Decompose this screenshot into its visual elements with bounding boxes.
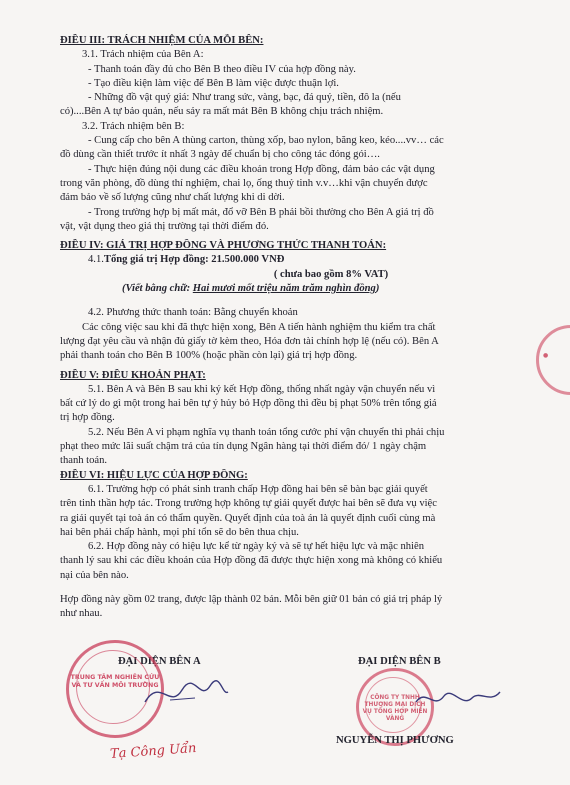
text-line: 5.1. Bên A và Bên B sau khi ký kết Hợp đồng, thống nhất ngày vận chuyển nếu vì <box>88 383 436 395</box>
text-line: - Thanh toán đầy đủ cho Bên B theo điều IV của hợp đồng này. <box>88 63 356 75</box>
article-5-heading: ĐIỀU V: ĐIỀU KHOẢN PHẠT: <box>60 369 206 381</box>
text-line: thanh toán. <box>60 455 108 467</box>
article-3-heading: ĐIỀU III: TRÁCH NHIỆM CỦA MỖI BÊN: <box>60 35 264 46</box>
amount-in-words: (Viết bằng chữ: Hai mươi mốt triệu năm trăm nghìn đồng) <box>122 283 380 295</box>
text-line: đồ dùng cần thiết trước ít nhất 3 ngày để chuẩn bị cho công tác đóng gói…. <box>60 149 380 161</box>
article-4-heading: ĐIỀU IV: GIÁ TRỊ HỢP ĐỒNG VÀ PHƯƠNG THỨC THANH TOÁN: <box>60 240 387 252</box>
text-line: 5.2. Nếu Bên A vi phạm nghĩa vụ thanh toán tổng cước phí vận chuyển thì phải chịu <box>88 426 445 438</box>
closing-line: Hợp đồng này gồm 02 trang, được lập thành 02 bản. Mỗi bên giữ 01 bản có giá trị pháp lý <box>60 593 443 605</box>
party-a-signature <box>140 672 230 712</box>
contract-body <box>60 34 542 622</box>
text-line: 6.2. Hợp đồng này có hiệu lực kể từ ngày ký và sẽ tự hết hiệu lực và mặc nhiên <box>88 541 424 553</box>
text-line: phạt theo mức lãi suất chậm trả của tín dụng Ngân hàng tại thời điểm đó/ 1 ngày chậm <box>60 441 427 453</box>
party-a-name: Tạ Công Uẩn <box>109 741 197 762</box>
text-line: - Thực hiện đúng nội dung các điều khoản trong Hợp đồng, đảm bảo các vật dụng <box>88 163 435 175</box>
text-line: 6.1. Trường hợp có phát sinh tranh chấp Hợp đồng hai bên sẽ bàn bạc giải quyết <box>88 483 428 495</box>
text-line: bất cứ lý do gì một trong hai bên tự ý hủy bỏ Hợp đồng thì đều bị phạt 50% trên tổng giá <box>60 398 437 410</box>
text-line: trị hợp đồng. <box>60 412 115 424</box>
text-line: trên tinh thần hợp tác. Trong trường hợp không tự giải quyết được hai bên sẽ đưa vụ việc <box>60 498 437 510</box>
total-value-line: 4.1.Tổng giá trị Hợp đồng: 21.500.000 VNĐ <box>88 254 285 266</box>
text-line: vật, vật dụng theo giá thị trường tại thời điểm đó. <box>60 220 269 232</box>
text-line: thanh lý sau khi các điều khoản của Hợp đồng đã được thực hiện xong mà không có khiếu <box>60 555 443 567</box>
text-line: ra giải quyết tại toà án có thẩm quyền. Quyết định của toà án là quyết định cuối cùng mà <box>60 512 436 524</box>
text-line: có)....Bên A tự bảo quản, nếu sảy ra mất mát Bên B không chịu trách nhiệm. <box>60 106 384 118</box>
text-line: - Những đồ vật quý giá: Như trang sức, vàng, bạc, đá quý, tiền, đô la (nếu <box>88 92 401 104</box>
edge-stamp: ● <box>536 325 570 395</box>
party-b-title: ĐẠI DIỆN BÊN B <box>358 656 441 667</box>
vat-note: ( chưa bao gồm 8% VAT) <box>273 268 389 280</box>
party-b-stamp-text: CÔNG TY TNHH THƯƠNG MẠI DỊCH VỤ TỔNG HỢP MIỀN VÀNG <box>362 695 428 722</box>
text-line: đảm bảo về số lượng cũng như chất lượng khi di dời. <box>60 192 285 204</box>
text-line: nại của bên nào. <box>60 569 129 581</box>
party-b-signature <box>412 680 502 720</box>
text-line: 4.2. Phương thức thanh toán: Bằng chuyển khoản <box>88 307 298 319</box>
text-line: lượng đạt yêu cầu và nhận đủ giấy tờ kèm theo, Hóa đơn tài chính hợp lệ (nếu có). Bên A <box>60 335 439 347</box>
text-line: trong văn phòng, đồ dùng thí nghiệm, chai lọ, ống thuỷ tinh v.v…khi vận chuyển được <box>60 177 428 189</box>
party-a-title: ĐẠI DIỆN BÊN A <box>118 656 201 667</box>
text-line: Các công việc sau khi đã thực hiện xong, Bên A tiến hành nghiệm thu kiểm tra chất <box>82 321 436 333</box>
text-line: hai bên phải chấp hành, mọi phí tổn sẽ do bên thua chịu. <box>60 526 299 538</box>
text-line: 3.1. Trách nhiệm của Bên A: <box>82 49 204 61</box>
text-line: phải thanh toán cho Bên B 100% (hoặc phần còn lại) giá trị hợp đồng. <box>60 350 358 362</box>
party-b-name: NGUYỄN THỊ PHƯƠNG <box>336 735 454 746</box>
text-line: - Cung cấp cho bên A thùng carton, thùng xốp, bao nylon, băng keo, kéo....vv… các <box>88 135 444 147</box>
text-line: - Trong trường hợp bị mất mát, đổ vỡ Bên B phải bồi thường cho Bên A giá trị đồ <box>88 206 434 218</box>
text-line: 3.2. Trách nhiệm bên B: <box>82 120 185 132</box>
article-6-heading: ĐIỀU VI: HIỆU LỰC CỦA HỢP ĐỒNG: <box>60 469 248 481</box>
closing-line: như nhau. <box>60 608 103 620</box>
text-line: - Tạo điều kiện làm việc để Bên B làm việc được thuận lợi. <box>88 77 339 89</box>
party-a-stamp-text: TRUNG TÂM NGHIÊN CỨU VÀ TƯ VẤN MÔI TRƯỜNG <box>70 674 160 689</box>
